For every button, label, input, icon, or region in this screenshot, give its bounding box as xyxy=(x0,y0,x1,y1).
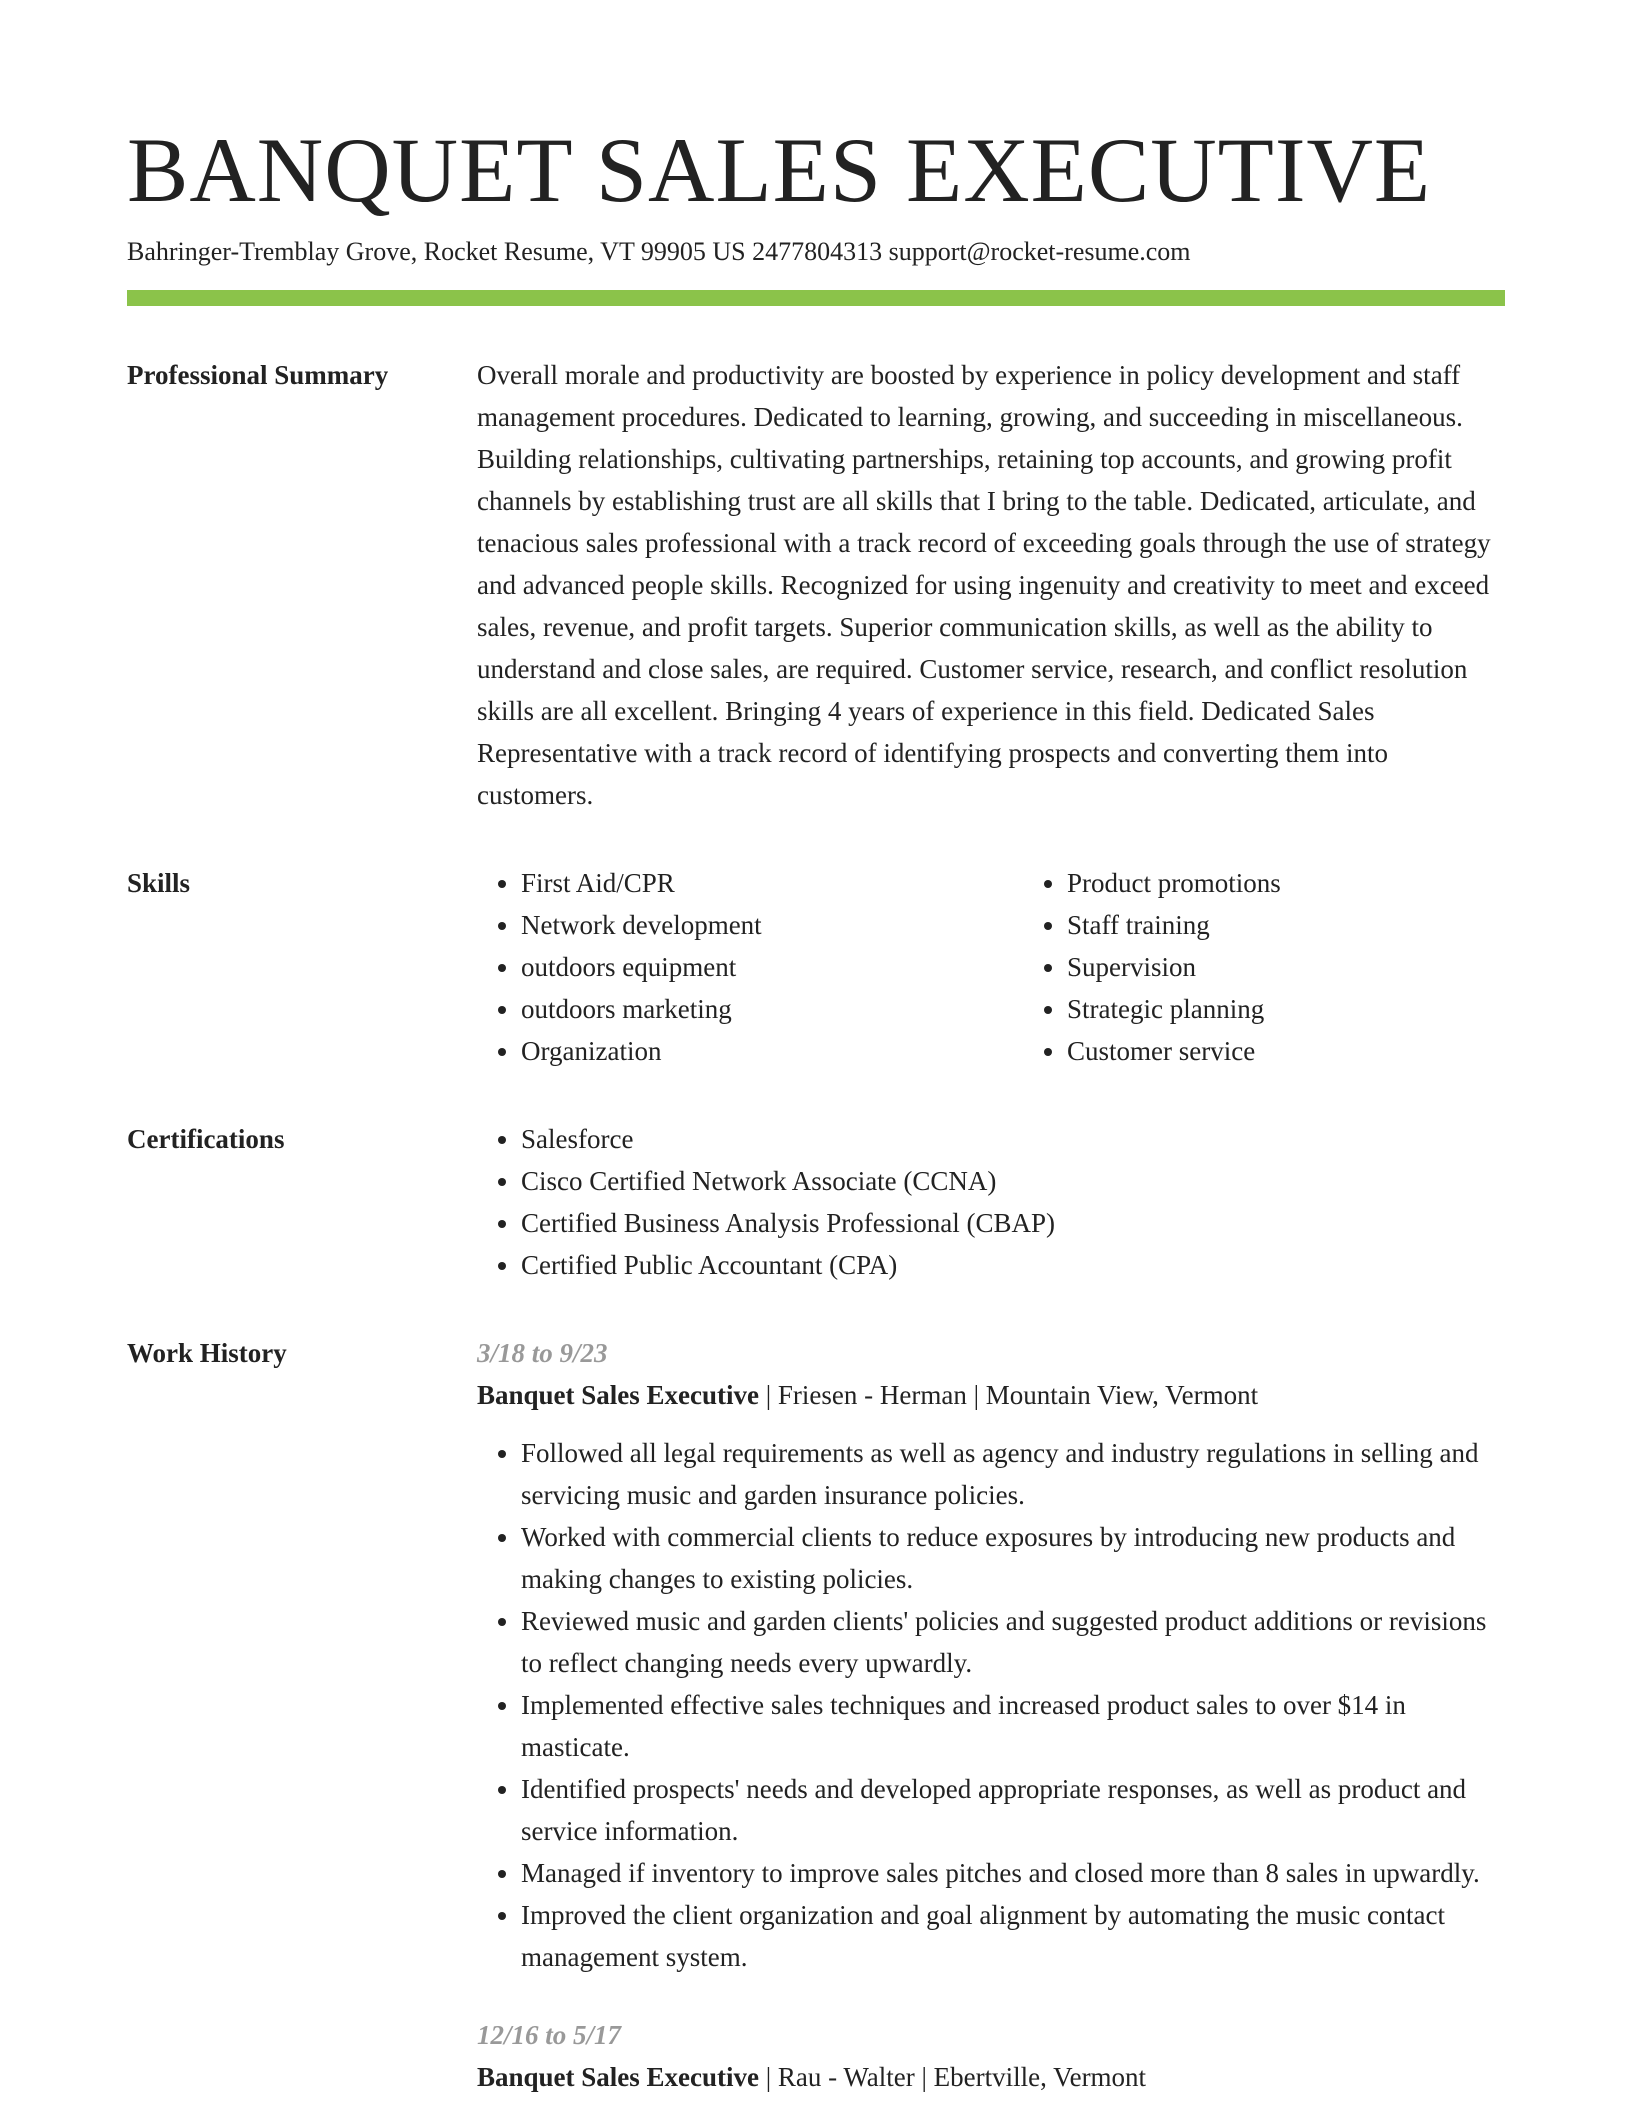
skill-item: • Network development xyxy=(521,904,1023,946)
skill-item: • Staff training xyxy=(1067,904,1569,946)
job-title: Banquet Sales Executive xyxy=(477,1380,760,1410)
work-history-body xyxy=(477,1332,1505,2098)
job-bullet: • Followed all legal requirements as well as agency and industry regulations in selling and servicing music and garden insurance policies. xyxy=(521,1432,1505,1516)
job-bullet: • Identified prospects' needs and developed appropriate responses, as well as product and service information. xyxy=(521,1768,1505,1852)
certification-item: • Certified Public Accountant (CPA) xyxy=(521,1244,1505,1286)
work-history-section xyxy=(127,1332,1505,2098)
job-bullet-list xyxy=(477,1432,1505,1978)
job-entry xyxy=(477,2014,1505,2098)
skill-item: • Customer service xyxy=(1067,1030,1569,1072)
job-bullet: • Reviewed music and garden clients' policies and suggested product additions or revisions to reflect changing needs every upwardly. xyxy=(521,1600,1505,1684)
resume-title: BANQUET SALES EXECUTIVE xyxy=(127,119,1432,221)
skill-item: • Strategic planning xyxy=(1067,988,1569,1030)
section-label-certifications: Certifications xyxy=(127,1124,285,1154)
certification-item: • Cisco Certified Network Associate (CCNA) xyxy=(521,1160,1505,1202)
skills-list-right xyxy=(1023,862,1569,1072)
job-heading xyxy=(477,1374,1505,1416)
accent-divider xyxy=(127,290,1505,306)
contact-address: Bahringer-Tremblay Grove, Rocket Resume, VT 99905 US xyxy=(127,237,746,266)
skill-item: • outdoors equipment xyxy=(521,946,1023,988)
certifications-list xyxy=(477,1118,1505,1286)
job-dates: 3/18 to 9/23 xyxy=(477,1338,608,1368)
job-bullet: • Improved the client organization and goal alignment by automating the music contact management system. xyxy=(521,1894,1505,1978)
section-label-summary: Professional Summary xyxy=(127,360,389,390)
skill-item: • Product promotions xyxy=(1067,862,1569,904)
skill-item: • outdoors marketing xyxy=(521,988,1023,1030)
contact-email: support@rocket-resume.com xyxy=(888,237,1191,266)
contact-line xyxy=(127,234,1505,270)
job-heading xyxy=(477,2056,1505,2098)
section-label-work-history: Work History xyxy=(127,1338,287,1368)
job-details: | Rau - Walter | Ebertville, Vermont xyxy=(759,2062,1147,2092)
skills-grid xyxy=(477,862,1569,1072)
summary-body xyxy=(477,354,1505,816)
job-bullet: • Managed if inventory to improve sales pitches and closed more than 8 sales in upwardly. xyxy=(521,1852,1505,1894)
summary-text: Overall morale and productivity are boosted by experience in policy development and staff management procedures. Dedicated to learning, growing, and succeeding in miscellaneous. Building relationships, cultivating partnerships, retaining top accounts, and growing profit channels by establishing trust are all skills that I bring to the table. Dedicated, articulate, and tenacious sales professional with a track record of exceeding goals through the use of strategy and advanced people skills. Recognized for using ingenuity and creativity to meet and exceed sales, revenue, and profit targets. Superior communication skills, as well as the ability to understand and close sales, are required. Customer service, research, and conflict resolution skills are all excellent. Bringing 4 years of experience in this field. Dedicated Sales Representative with a track record of identifying prospects and converting them into customers. xyxy=(477,360,1491,810)
certifications-body xyxy=(477,1118,1505,1286)
skill-item: • Organization xyxy=(521,1030,1023,1072)
certification-item: • Salesforce xyxy=(521,1118,1505,1160)
summary-section xyxy=(127,354,1505,816)
certifications-section xyxy=(127,1118,1505,1286)
job-dates: 12/16 to 5/17 xyxy=(477,2020,622,2050)
skill-item: • First Aid/CPR xyxy=(521,862,1023,904)
section-label-skills: Skills xyxy=(127,868,191,898)
certification-item: • Certified Business Analysis Professional (CBAP) xyxy=(521,1202,1505,1244)
skills-section xyxy=(127,862,1505,1072)
job-entry xyxy=(477,1332,1505,1978)
skill-item: • Supervision xyxy=(1067,946,1569,988)
job-bullet: • Worked with commercial clients to reduce exposures by introducing new products and making changes to existing policies. xyxy=(521,1516,1505,1600)
job-details: | Friesen - Herman | Mountain View, Vermont xyxy=(759,1380,1259,1410)
job-title: Banquet Sales Executive xyxy=(477,2062,760,2092)
contact-phone: 2477804313 xyxy=(752,237,883,266)
skills-list-left xyxy=(477,862,1023,1072)
job-bullet: • Implemented effective sales techniques and increased product sales to over $14 in masticate. xyxy=(521,1684,1505,1768)
